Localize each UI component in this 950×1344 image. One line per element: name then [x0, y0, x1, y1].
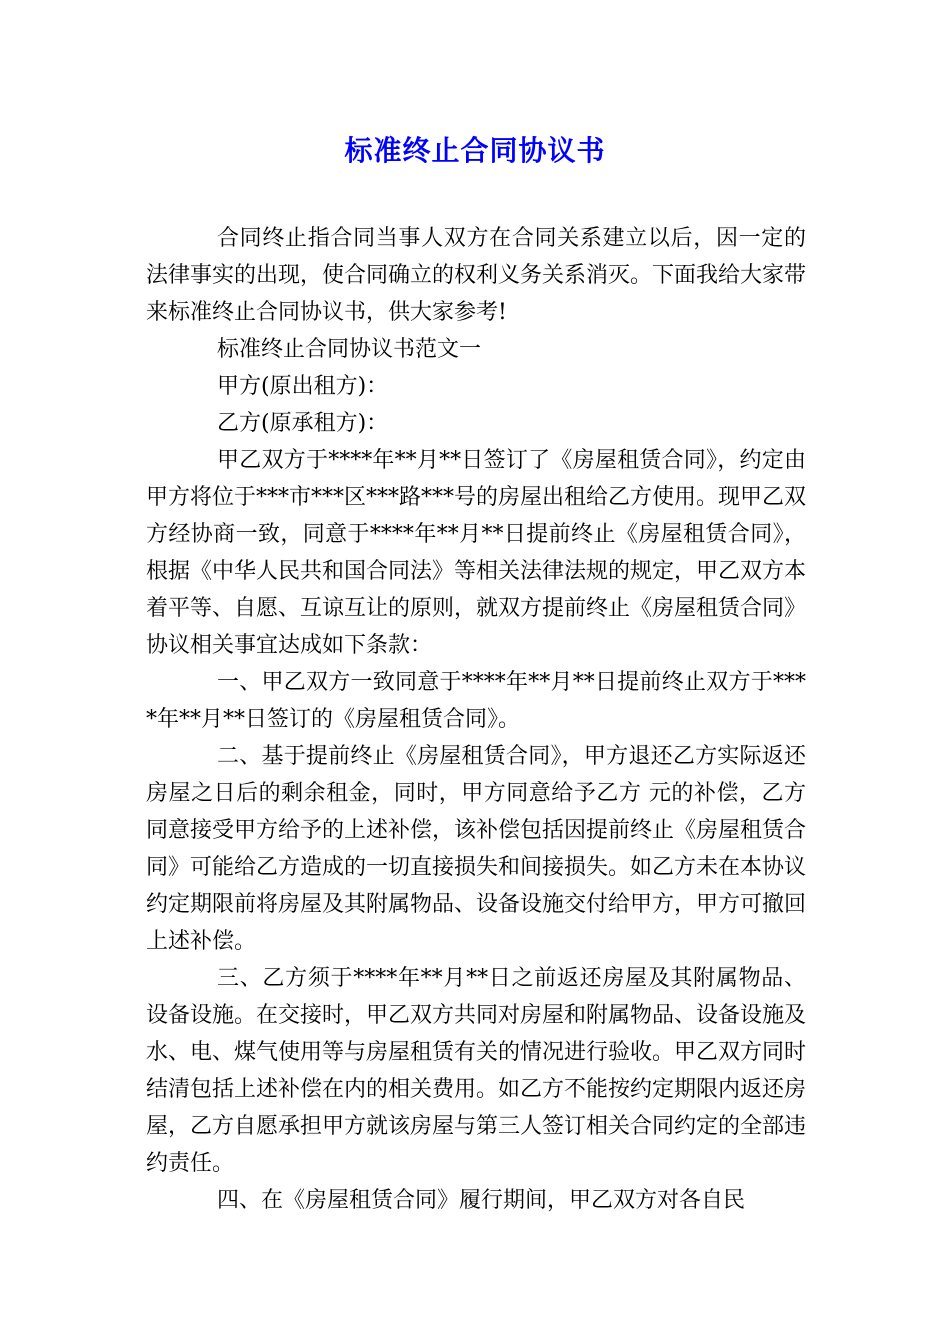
document-title: 标准终止合同协议书 [344, 134, 606, 167]
sample-heading: 标准终止合同协议书范文一 [217, 337, 482, 362]
document-body [146, 220, 806, 1219]
party-a-line: 甲方(原出租方)： [217, 374, 389, 399]
clause-3: 三、乙方须于****年**月**日之前返还房屋及其附属物品、设备设施。在交接时，甲乙双方共同对房屋和附属物品、设备设施及水、电、煤气使用等与房屋租赁有关的情况进行验收。甲乙双方同时结清包括上述补偿在内的相关费用。如乙方不能按约定期限内返还房屋，乙方自愿承担甲方就该房屋与第三人签订相关合同约定的全部违约责任。 [146, 966, 807, 1176]
clause-2: 二、基于提前终止《房屋租赁合同》，甲方退还乙方实际返还房屋之日后的剩余租金，同时，甲方同意给予乙方 元的补偿，乙方同意接受甲方给予的上述补偿，该补偿包括因提前终止《房屋租赁合同》可能给乙方造成的一切直接损失和间接损失。如乙方未在本协议约定期限前将房屋及其附属物品、设备设施交付给甲方，甲方可撤回上述补偿。 [146, 744, 807, 954]
preamble-paragraph: 甲乙双方于****年**月**日签订了《房屋租赁合同》，约定由甲方将位于***市***区***路***号的房屋出租给乙方使用。现甲乙双方经协商一致，同意于****年**月**日提前终止《房屋租赁合同》，根据《中华人民共和国合同法》等相关法律法规的规定，甲乙双方本着平等、自愿、互谅互让的原则，就双方提前终止《房屋租赁合同》协议相关事宜达成如下条款： [146, 448, 807, 658]
clause-4: 四、在《房屋租赁合同》履行期间，甲乙双方对各自民 [217, 1188, 746, 1213]
intro-paragraph: 合同终止指合同当事人双方在合同关系建立以后，因一定的法律事实的出现，使合同确立的权利义务关系消灭。下面我给大家带来标准终止合同协议书，供大家参考! [146, 226, 807, 325]
clause-1: 一、甲乙双方一致同意于****年**月**日提前终止双方于****年**月**日签订的《房屋租赁合同》。 [146, 670, 806, 732]
party-b-line: 乙方(原承租方)： [217, 411, 389, 436]
